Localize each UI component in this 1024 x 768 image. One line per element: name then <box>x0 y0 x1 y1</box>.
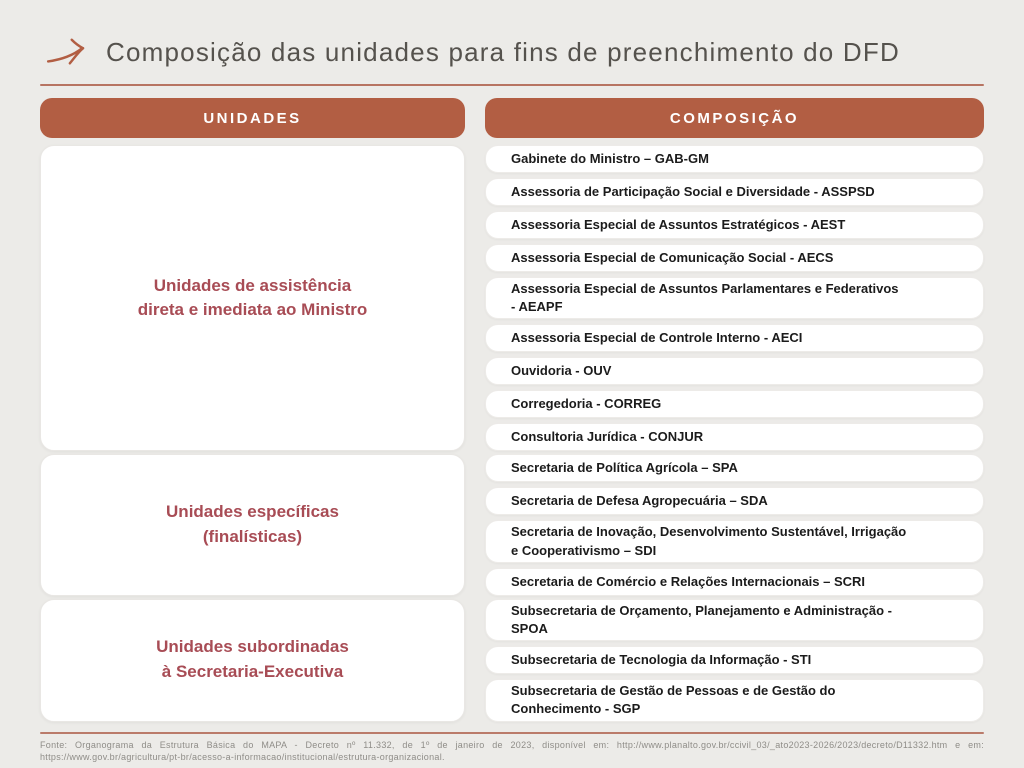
unit-box-especificas <box>40 454 465 595</box>
unit-label-line: à Secretaria-Executiva <box>161 662 344 682</box>
title-divider <box>40 84 984 86</box>
column-headers <box>40 98 984 138</box>
group-subordinadas <box>40 599 984 722</box>
composition-item: Assessoria Especial de Assuntos Estratégicos - AEST <box>485 211 984 239</box>
unit-label-line: (finalísticas) <box>202 527 303 547</box>
composition-item: Secretaria de Inovação, Desenvolvimento Sustentável, Irrigação e Cooperativismo – SDI <box>485 520 984 562</box>
composition-item: Assessoria Especial de Comunicação Social - AECS <box>485 244 984 272</box>
composition-item: Subsecretaria de Gestão de Pessoas e de Gestão do Conhecimento - SGP <box>485 679 984 721</box>
composition-item: Subsecretaria de Orçamento, Planejamento e Administração - SPOA <box>485 599 984 641</box>
column-header-composicao: COMPOSIÇÃO <box>485 98 984 138</box>
unit-box-assistencia-direta <box>40 145 465 451</box>
group-assistencia-direta <box>40 145 984 451</box>
column-header-unidades: UNIDADES <box>40 98 465 138</box>
composition-item: Subsecretaria de Tecnologia da Informação - STI <box>485 646 984 674</box>
footer-source-line-1: Fonte: Organograma da Estrutura Básica do MAPA - Decreto nº 11.332, de 1º de janeiro de 2023, disponível em: http://www.planalto.gov.br/ccivil_03/_ato2023-2026/2023/decreto/D11332.htm e em: <box>40 739 984 750</box>
composition-item: Corregedoria - CORREG <box>485 390 984 418</box>
group-especificas <box>40 454 984 595</box>
composition-list-group-2 <box>485 454 984 595</box>
footer-source <box>40 739 984 764</box>
composition-item: Consultoria Jurídica - CONJUR <box>485 423 984 451</box>
footer-divider <box>40 732 984 734</box>
composition-item: Secretaria de Política Agrícola – SPA <box>485 454 984 482</box>
composition-item: Assessoria de Participação Social e Diversidade - ASSPSD <box>485 178 984 206</box>
footer-source-line-2: https://www.gov.br/agricultura/pt-br/acesso-a-informacao/institucional/estrutura-organizacional. <box>40 752 445 763</box>
unit-label-line: Unidades específicas <box>166 502 339 522</box>
composition-item: Secretaria de Defesa Agropecuária – SDA <box>485 487 984 515</box>
unit-label-line: Unidades de assistência <box>153 275 352 295</box>
composition-item: Assessoria Especial de Controle Interno - AECI <box>485 324 984 352</box>
page-header <box>0 0 1024 68</box>
composition-table <box>40 98 984 722</box>
page-title: Composição das unidades para fins de preenchimento do DFD <box>106 36 900 67</box>
composition-item: Ouvidoria - OUV <box>485 357 984 385</box>
unit-label-line: Unidades subordinadas <box>156 637 349 657</box>
composition-item: Gabinete do Ministro – GAB-GM <box>485 145 984 173</box>
unit-box-subordinadas <box>40 599 465 722</box>
composition-item: Secretaria de Comércio e Relações Internacionais – SCRI <box>485 568 984 596</box>
composition-list-group-3 <box>485 599 984 722</box>
unit-label-line: direta e imediata ao Ministro <box>137 300 368 320</box>
composition-item: Assessoria Especial de Assuntos Parlamentares e Federativos - AEAPF <box>485 277 984 319</box>
composition-list-group-1 <box>485 145 984 451</box>
arrow-right-icon <box>46 36 88 68</box>
